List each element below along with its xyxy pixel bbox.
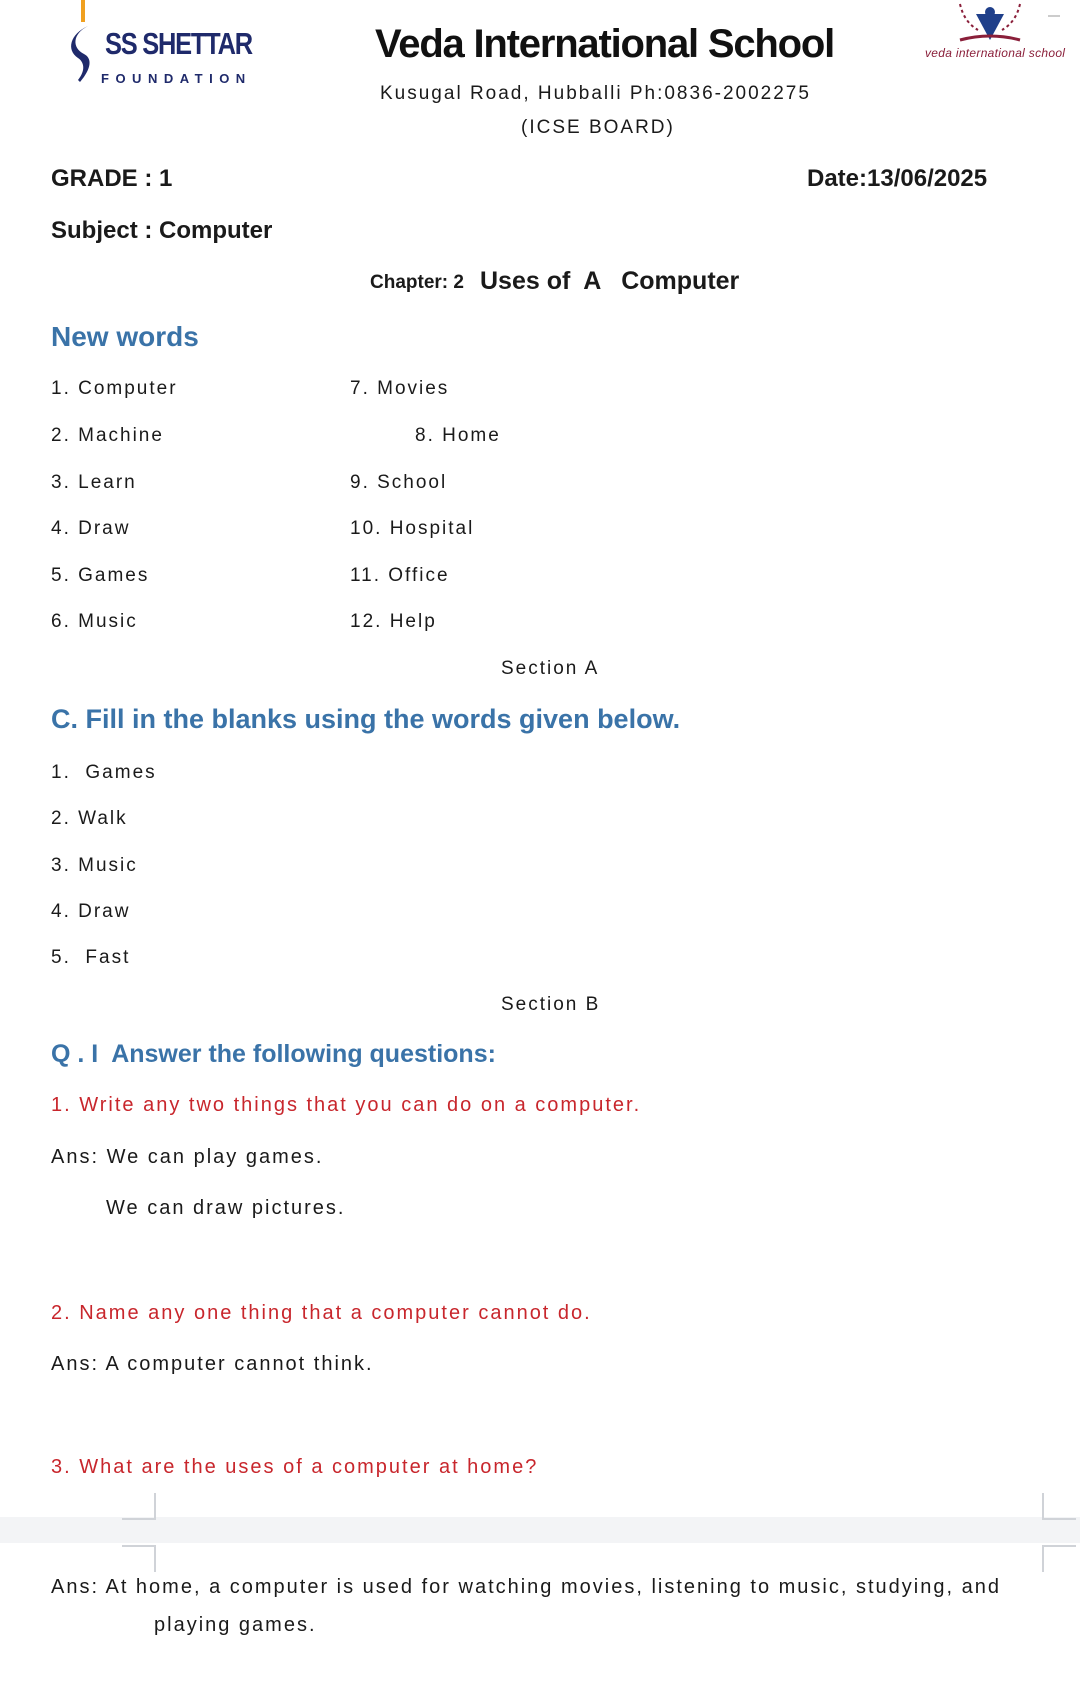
question-2: 2. Name any one thing that a computer cannot do. [51, 1302, 592, 1324]
school-crest-text: veda international school [925, 46, 1066, 60]
word-item: 12. Help [350, 611, 437, 632]
word-item: 6. Music [51, 611, 138, 632]
word-item: 3. Learn [51, 472, 137, 493]
word-item: 11. Office [350, 565, 450, 586]
section-a-heading: C. Fill in the blanks using the words given below. [51, 704, 681, 734]
answer-1-line-1: Ans: We can play games. [51, 1146, 324, 1168]
section-b-label: Section B [501, 994, 601, 1015]
blank-word-item: 3. Music [51, 855, 138, 876]
school-address: Kusugal Road, Hubballi Ph:0836-2002275 [380, 83, 811, 104]
answer-3-line-2: playing games. [154, 1614, 317, 1636]
date-label: Date:13/06/2025 [807, 165, 988, 192]
word-item: 7. Movies [350, 378, 450, 399]
section-a-label: Section A [501, 658, 600, 679]
blank-word-item: 4. Draw [51, 901, 131, 922]
word-item: 8. Home [415, 425, 501, 446]
question-1: 1. Write any two things that you can do on a computer. [51, 1094, 642, 1116]
answer-2: Ans: A computer cannot think. [51, 1353, 374, 1375]
blank-word-item: 5. Fast [51, 947, 131, 968]
chapter-number: Chapter: 2 [370, 272, 464, 293]
page-corner-mark [1042, 1493, 1076, 1520]
word-item: 9. School [350, 472, 448, 493]
word-item: 1. Computer [51, 378, 178, 399]
blank-word-item: 1. Games [51, 762, 157, 783]
answer-1-line-2: We can draw pictures. [106, 1197, 346, 1219]
blank-word-item: 2. Walk [51, 808, 128, 829]
chapter-title: Uses of A Computer [480, 267, 740, 295]
school-name: Veda International School [375, 22, 834, 66]
subject-label: Subject : Computer [51, 217, 273, 244]
board-label: (ICSE BOARD) [521, 117, 675, 138]
page-break [0, 1517, 1080, 1543]
page-corner-mark [1042, 1545, 1076, 1572]
grade-label: GRADE : 1 [51, 165, 173, 192]
question-3: 3. What are the uses of a computer at home? [51, 1456, 539, 1478]
foundation-name: SS SHETTAR [105, 26, 252, 61]
page-corner-mark [122, 1545, 156, 1572]
word-item: 4. Draw [51, 518, 131, 539]
answer-3-line-1: Ans: At home, a computer is used for watching movies, listening to music, studying, and [51, 1576, 1001, 1598]
word-item: 5. Games [51, 565, 150, 586]
foundation-subtitle: FOUNDATION [101, 71, 252, 86]
page-corner-mark [122, 1493, 156, 1520]
section-b-heading: Q . I Answer the following questions: [51, 1040, 496, 1068]
word-item: 10. Hospital [350, 518, 475, 539]
new-words-heading: New words [51, 321, 199, 352]
word-item: 2. Machine [51, 425, 164, 446]
